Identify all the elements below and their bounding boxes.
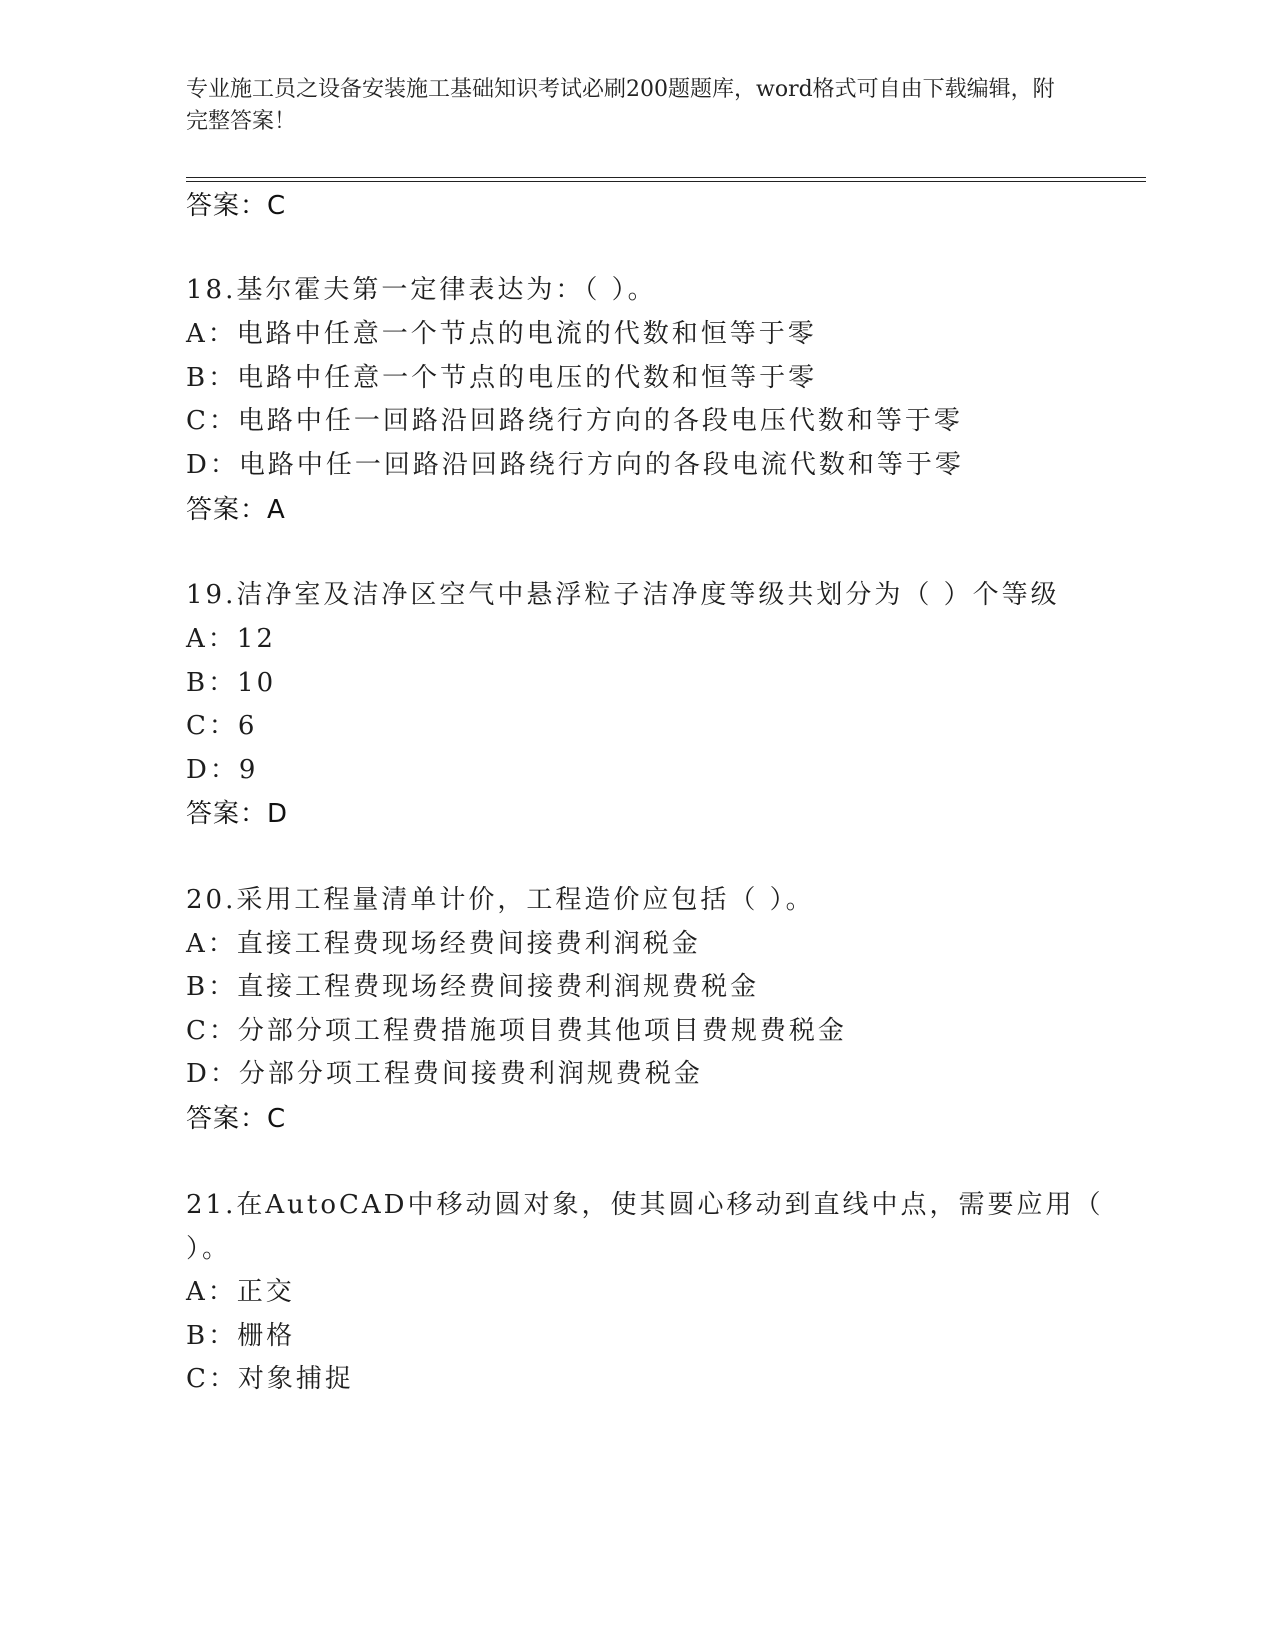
q19-option-b: B：10 (186, 668, 277, 698)
question-19: 19.洁净室及洁净区空气中悬浮粒子洁净度等级共划分为（ ）个等级 (186, 580, 1060, 610)
q19-option-c: C：6 (186, 711, 258, 741)
header-divider-top (186, 177, 1146, 178)
q18-option-c: C：电路中任一回路沿回路绕行方向的各段电压代数和等于零 (186, 406, 963, 436)
q21-option-a: A：正交 (186, 1277, 295, 1307)
answer-q20: 答案：C (186, 1104, 287, 1134)
document-header: 专业施工员之设备安装施工基础知识考试必刷200题题库，word格式可自由下载编辑，附完整答案！ (186, 77, 1055, 134)
header-divider-bottom (186, 181, 1146, 182)
q21-option-c: C：对象捕捉 (186, 1364, 354, 1394)
q18-option-a: A：电路中任意一个节点的电流的代数和恒等于零 (186, 319, 817, 349)
answer-q17: 答案：C (186, 191, 287, 221)
question-21-line-1: 21.在AutoCAD中移动圆对象，使其圆心移动到直线中点，需要应用（ (186, 1190, 1104, 1220)
q20-option-c: C：分部分项工程费措施项目费其他项目费规费税金 (186, 1016, 847, 1046)
answer-q19: 答案：D (186, 799, 289, 829)
q20-option-b: B：直接工程费现场经费间接费利润规费税金 (186, 972, 760, 1002)
q19-option-d: D：9 (186, 755, 259, 785)
question-21-line-2: ）。 (186, 1234, 232, 1264)
q20-option-d: D：分部分项工程费间接费利润规费税金 (186, 1059, 703, 1089)
question-18: 18.基尔霍夫第一定律表达为：（ ）。 (186, 275, 657, 305)
q18-option-b: B：电路中任意一个节点的电压的代数和恒等于零 (186, 363, 818, 393)
answer-q18: 答案：A (186, 495, 286, 525)
q20-option-a: A：直接工程费现场经费间接费利润税金 (186, 929, 701, 959)
q21-option-b: B：栅格 (186, 1321, 296, 1351)
question-20: 20.采用工程量清单计价，工程造价应包括（ ）。 (186, 885, 815, 915)
q19-option-a: A：12 (186, 624, 276, 654)
q18-option-d: D：电路中任一回路沿回路绕行方向的各段电流代数和等于零 (186, 450, 964, 480)
